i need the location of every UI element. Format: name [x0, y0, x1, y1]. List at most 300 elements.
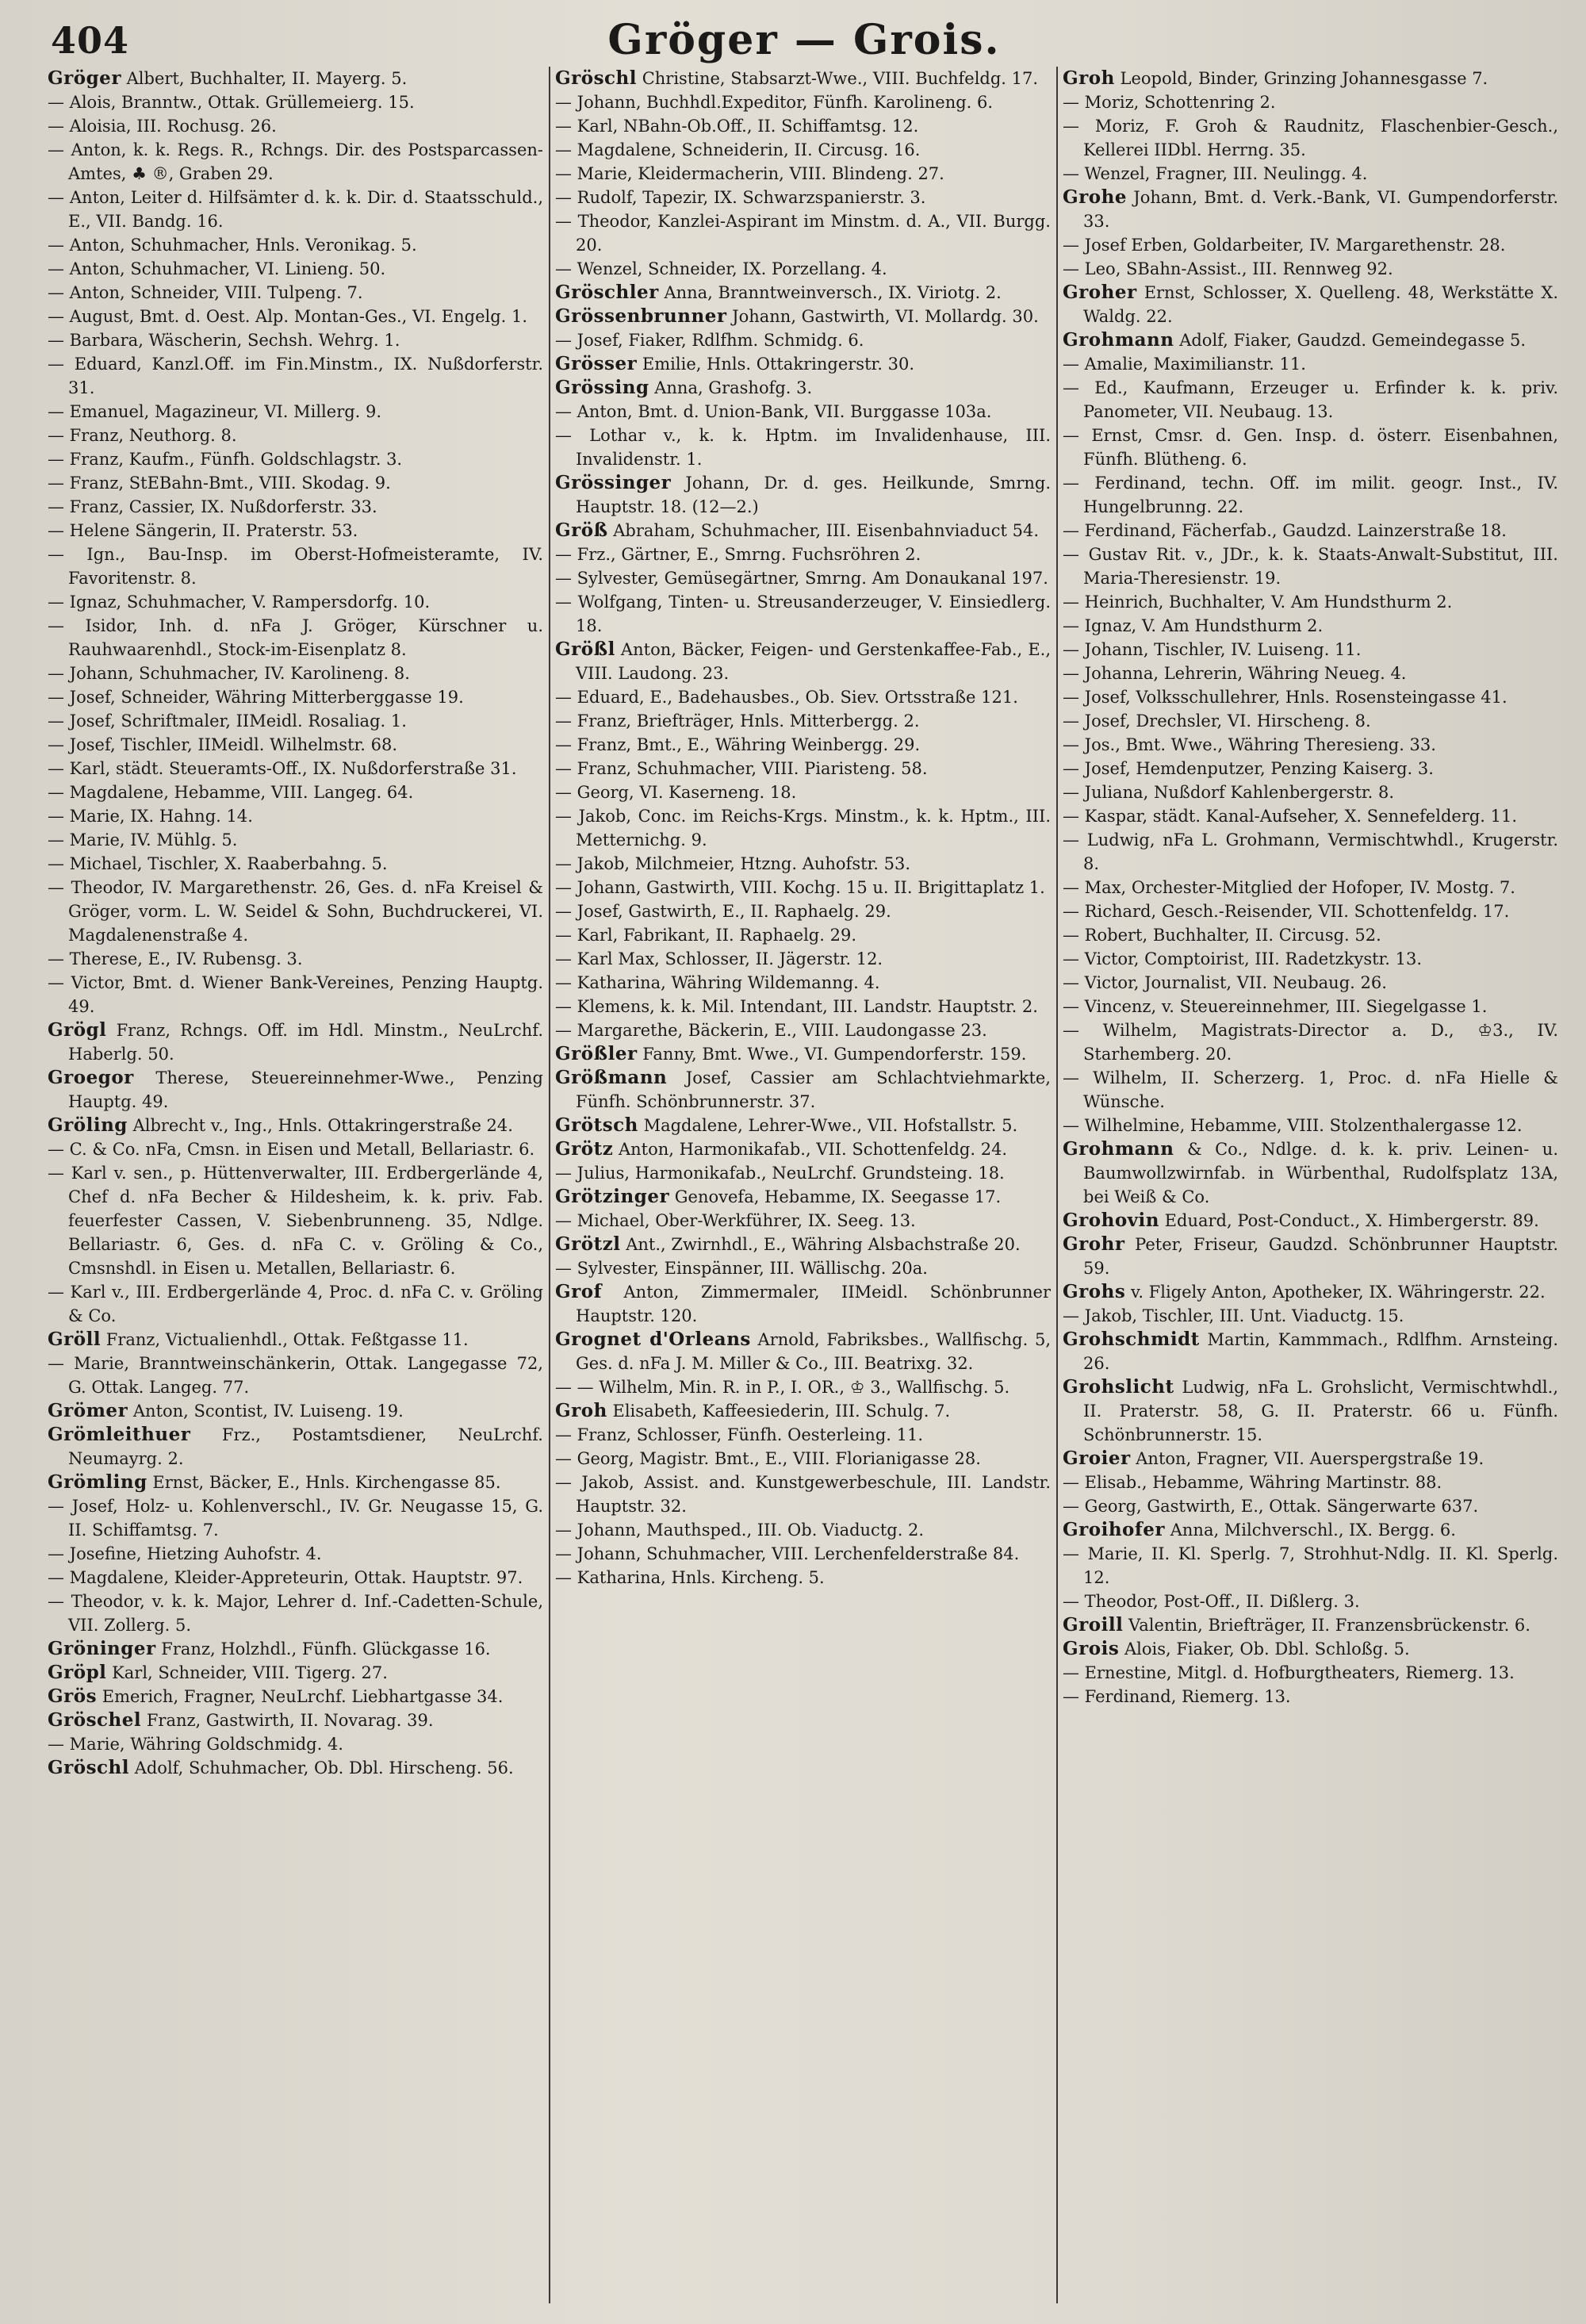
column-2 — [555, 67, 1051, 2303]
directory-entry — [1063, 1447, 1558, 1471]
entry-text: Anton, Fragner, VII. Auerspergstraße 19. — [1130, 1449, 1484, 1468]
directory-entry — [555, 899, 1051, 923]
entry-text: — Therese, E., IV. Rubensg. 3. — [48, 949, 303, 968]
directory-entry — [1063, 424, 1558, 471]
entry-text: — Max, Orchester-Mitglied der Hofoper, IV. Mostg. 7. — [1063, 878, 1515, 897]
entry-text: — Franz, Neuthorg. 8. — [48, 426, 237, 445]
directory-entry — [555, 780, 1051, 804]
page-header — [51, 13, 1557, 63]
entry-text: — Josefine, Hietzing Auhofstr. 4. — [48, 1544, 322, 1563]
entry-text: — Josef, Schriftmaler, IIMeidl. Rosaliag. 1. — [48, 711, 407, 731]
entry-text: — Wilhelm, II. Scherzerg. 1, Proc. d. nFa Hielle & Wünsche. — [1063, 1068, 1558, 1111]
entry-text: Johann, Bmt. d. Verk.-Bank, VI. Gumpendorferstr. 33. — [1083, 188, 1558, 231]
entry-text: Emerich, Fragner, NeuLrchf. Liebhartgasse 34. — [97, 1687, 504, 1706]
directory-entry — [48, 1423, 543, 1471]
directory-entry — [48, 90, 543, 114]
directory-entry — [555, 400, 1051, 424]
entry-surname: Grötzinger — [555, 1186, 670, 1207]
directory-entry — [48, 138, 543, 186]
directory-entry — [48, 590, 543, 614]
directory-entry — [1063, 1280, 1558, 1304]
entry-surname: Grohmann — [1063, 329, 1174, 351]
directory-entry — [555, 709, 1051, 733]
entry-surname: Grof — [555, 1281, 602, 1302]
entry-text: Johann, Gastwirth, VI. Mollardg. 30. — [726, 307, 1039, 326]
directory-entry — [48, 233, 543, 257]
directory-entry — [1063, 543, 1558, 590]
entry-surname: Größmann — [555, 1067, 668, 1088]
entry-text: Franz, Gastwirth, II. Novarag. 39. — [141, 1711, 434, 1730]
entry-text: — Ferdinand, Riemerg. 13. — [1063, 1687, 1291, 1706]
directory-entry — [1063, 804, 1558, 828]
directory-entry — [1063, 590, 1558, 614]
entry-text: Anna, Grashofg. 3. — [649, 378, 813, 397]
directory-entry — [48, 281, 543, 305]
directory-entry — [555, 281, 1051, 305]
entry-text: — Julius, Harmonikafab., NeuLrchf. Grundsteing. 18. — [555, 1164, 1005, 1183]
entry-surname: Grömleithuer — [48, 1424, 191, 1445]
entry-text: — Theodor, IV. Margarethenstr. 26, Ges. d. nFa Kreisel & Gröger, vorm. L. W. Seidel & Sohn, Buchdruckerei, VI. Magdalenenstraße 4. — [48, 878, 543, 945]
entry-text: Adolf, Schuhmacher, Ob. Dbl. Hirscheng. 56. — [129, 1758, 514, 1778]
entry-text: Anna, Milchverschl., IX. Bergg. 6. — [1165, 1521, 1456, 1540]
entry-surname: Groh — [1063, 67, 1115, 89]
directory-entry — [555, 1375, 1051, 1399]
entry-text: — Michael, Ober-Werkführer, IX. Seeg. 13. — [555, 1211, 916, 1230]
entry-text: — Anton, k. k. Regs. R., Rchngs. Dir. des Postsparcassen-Amtes, ♣ ®, Graben 29. — [48, 140, 543, 183]
entry-surname: Grohschmidt — [1063, 1329, 1200, 1350]
directory-entry — [555, 1114, 1051, 1137]
entry-text: Josef, Cassier am Schlachtviehmarkte, Fünfh. Schönbrunnerstr. 37. — [576, 1068, 1051, 1111]
entry-text: v. Fligely Anton, Apotheker, IX. Währingerstr. 22. — [1125, 1283, 1546, 1302]
directory-entry — [555, 162, 1051, 186]
column-3 — [1063, 67, 1558, 2303]
directory-entry — [1063, 1661, 1558, 1685]
directory-entry — [555, 352, 1051, 376]
entry-surname: Grössinger — [555, 472, 672, 493]
directory-entry — [48, 876, 543, 947]
directory-entry — [48, 67, 543, 90]
entry-text: Franz, Rchngs. Off. im Hdl. Minstm., NeuLrchf. Haberlg. 50. — [68, 1021, 543, 1064]
entry-text: — Anton, Schuhmacher, Hnls. Veronikag. 5. — [48, 236, 417, 255]
entry-surname: Gröpl — [48, 1662, 107, 1683]
entry-text: — Jakob, Assist. and. Kunstgewerbeschule, III. Landstr. Hauptstr. 32. — [555, 1473, 1051, 1516]
entry-text: — Eduard, E., Badehausbes., Ob. Siev. Ortsstraße 121. — [555, 688, 1018, 707]
entry-text: — Juliana, Nußdorf Kahlenbergerstr. 8. — [1063, 783, 1395, 802]
directory-entry — [48, 519, 543, 543]
entry-text: — Ferdinand, Fächerfab., Gaudzd. Lainzerstraße 18. — [1063, 521, 1507, 540]
entry-text: — Johann, Schuhmacher, IV. Karolineng. 8. — [48, 664, 410, 683]
directory-entry — [555, 328, 1051, 352]
running-head: Gröger — Grois. — [607, 16, 1001, 64]
entry-text: Leopold, Binder, Grinzing Johannesgasse 7. — [1114, 69, 1488, 88]
directory-entry — [1063, 376, 1558, 424]
directory-entry — [555, 1542, 1051, 1566]
directory-entry — [555, 804, 1051, 852]
entry-text: — Karl Max, Schlosser, II. Jägerstr. 12. — [555, 949, 883, 968]
directory-entry — [555, 971, 1051, 995]
entry-text: — Josef, Fiaker, Rdlfhm. Schmidg. 6. — [555, 331, 864, 350]
directory-entry — [48, 424, 543, 447]
entry-text: — Josef, Gastwirth, E., II. Raphaelg. 29. — [555, 902, 891, 921]
directory-entry — [48, 1328, 543, 1352]
entry-text: — Robert, Buchhalter, II. Circusg. 52. — [1063, 926, 1381, 945]
directory-entry — [555, 685, 1051, 709]
entry-text: — Karl v. sen., p. Hüttenverwalter, III. Erdbergerlände 4, Chef d. nFa Becher & Hildesheim, k. k. priv. Fab. feuerfester Cassen, V. Siebenbrunneng. 35, Ndlge. Bellariastr. 6, Ges. d. nFa C. v. Gröling & Co., Cmsnshdl. in Eisen u. Metallen, Bellariastr. 6. — [48, 1164, 543, 1278]
entry-text: — Wenzel, Schneider, IX. Porzellang. 4. — [555, 259, 887, 278]
entry-text: — Elisab., Hebamme, Währing Martinstr. 88. — [1063, 1473, 1442, 1492]
entry-text: — Wilhelmine, Hebamme, VIII. Stolzenthalergasse 12. — [1063, 1116, 1523, 1135]
entry-surname: Gröll — [48, 1329, 102, 1350]
entry-text: — Helene Sängerin, II. Praterstr. 53. — [48, 521, 358, 540]
directory-entry — [555, 209, 1051, 257]
entry-text: — Karl, NBahn-Ob.Off., II. Schiffamtsg. 12. — [555, 117, 919, 136]
entry-text: — Marie, IV. Mühlg. 5. — [48, 830, 238, 849]
entry-surname: Grohmann — [1063, 1138, 1174, 1160]
directory-entry — [1063, 1137, 1558, 1209]
entry-text: — Magdalene, Hebamme, VIII. Langeg. 64. — [48, 783, 414, 802]
entry-text: — Anton, Leiter d. Hilfsämter d. k. k. Dir. d. Staatsschuld., E., VII. Bandg. 16. — [48, 188, 543, 231]
entry-text: Ernst, Bäcker, E., Hnls. Kirchengasse 85. — [147, 1473, 501, 1492]
entry-surname: Grögl — [48, 1019, 107, 1041]
directory-entry — [555, 1209, 1051, 1233]
directory-entry — [1063, 162, 1558, 186]
column-1 — [48, 67, 543, 2303]
entry-surname: Gröling — [48, 1114, 128, 1136]
entry-text: — Theodor, Post-Off., II. Dißlerg. 3. — [1063, 1592, 1360, 1611]
entry-text: — Richard, Gesch.-Reisender, VII. Schottenfeldg. 17. — [1063, 902, 1510, 921]
entry-surname: Groh — [555, 1400, 607, 1421]
directory-entry — [555, 471, 1051, 519]
entry-text: — Sylvester, Einspänner, III. Wällischg. 20a. — [555, 1259, 928, 1278]
entry-text: — Ernestine, Mitgl. d. Hofburgtheaters, Riemerg. 13. — [1063, 1663, 1515, 1682]
directory-entry — [48, 685, 543, 709]
entry-text: Karl, Schneider, VIII. Tigerg. 27. — [106, 1663, 388, 1682]
entry-text: — Kaspar, städt. Kanal-Aufseher, X. Sennefelderg. 11. — [1063, 807, 1518, 826]
directory-entry — [1063, 1328, 1558, 1375]
entry-text: Anna, Branntweinversch., IX. Viriotg. 2. — [658, 283, 1002, 302]
entry-text: — Theodor, v. k. k. Major, Lehrer d. Inf.-Cadetten-Schule, VII. Zollerg. 5. — [48, 1592, 543, 1635]
directory-entry — [1063, 233, 1558, 257]
directory-entry — [555, 376, 1051, 400]
directory-entry — [48, 1590, 543, 1637]
directory-entry — [1063, 1685, 1558, 1708]
entry-text: — Vincenz, v. Steuereinnehmer, III. Siegelgasse 1. — [1063, 997, 1488, 1016]
entry-text: Anton, Harmonikafab., VII. Schottenfeldg. 24. — [613, 1140, 1008, 1159]
entry-text: Christine, Stabsarzt-Wwe., VIII. Buchfeldg. 17. — [637, 69, 1039, 88]
directory-entry — [555, 1161, 1051, 1185]
entry-text: Anton, Scontist, IV. Luiseng. 19. — [128, 1402, 404, 1421]
directory-entry — [48, 1352, 543, 1399]
entry-surname: Groihofer — [1063, 1519, 1166, 1540]
entry-text: — Josef, Hemdenputzer, Penzing Kaiserg. 3. — [1063, 759, 1434, 778]
entry-text: — Marie, Branntweinschänkerin, Ottak. Langegasse 72, G. Ottak. Langeg. 77. — [48, 1354, 543, 1397]
entry-text: — Aloisia, III. Rochusg. 26. — [48, 117, 277, 136]
directory-entry — [555, 1399, 1051, 1423]
entry-text: Franz, Victualienhdl., Ottak. Feßtgasse 11. — [101, 1330, 469, 1349]
directory-entry — [1063, 114, 1558, 162]
entry-text: — Theodor, Kanzlei-Aspirant im Minstm. d. A., VII. Burgg. 20. — [555, 212, 1051, 255]
entry-surname: Grösser — [555, 353, 638, 374]
entry-text: — Johanna, Lehrerin, Währing Neueg. 4. — [1063, 664, 1407, 683]
entry-surname: Grötsch — [555, 1114, 638, 1136]
entry-text: — Victor, Journalist, VII. Neubaug. 26. — [1063, 973, 1387, 992]
directory-entry — [48, 543, 543, 590]
entry-text: Ernst, Schlosser, X. Quelleng. 48, Werkstätte X. Waldg. 22. — [1083, 283, 1558, 326]
directory-entry — [48, 495, 543, 519]
entry-text: — Josef, Schneider, Währing Mitterberggasse 19. — [48, 688, 464, 707]
entry-surname: Grohslicht — [1063, 1376, 1174, 1398]
directory-entry — [555, 305, 1051, 328]
entry-text: — Ferdinand, techn. Off. im milit. geogr. Inst., IV. Hungelbrunng. 22. — [1063, 474, 1558, 516]
directory-entry — [555, 947, 1051, 971]
entry-text: Ludwig, nFa L. Grohslicht, Vermischtwhdl., II. Praterstr. 58, G. II. Praterstr. 66 u. Fünfh. Schönbrunnerstr. 15. — [1083, 1378, 1558, 1444]
directory-entry — [1063, 614, 1558, 638]
entry-text: — Barbara, Wäscherin, Sechsh. Wehrg. 1. — [48, 331, 400, 350]
entry-text: — Victor, Bmt. d. Wiener Bank-Vereines, Penzing Hauptg. 49. — [48, 973, 543, 1016]
directory-entry — [1063, 352, 1558, 376]
directory-entry — [1063, 638, 1558, 662]
entry-surname: Groegor — [48, 1067, 134, 1088]
entry-surname: Grötzl — [555, 1233, 621, 1255]
entry-text: Anton, Bäcker, Feigen- und Gerstenkaffee-Fab., E., VIII. Laudong. 23. — [576, 640, 1051, 683]
entry-surname: Grohe — [1063, 186, 1127, 208]
directory-entry — [48, 1066, 543, 1114]
entry-text: — Franz, Briefträger, Hnls. Mitterbergg. 2. — [555, 711, 920, 731]
entry-text: — Franz, Schlosser, Fünfh. Oesterleing. 11. — [555, 1425, 924, 1444]
entry-text: — Marie, Währing Goldschmidg. 4. — [48, 1735, 343, 1754]
entry-text: — Heinrich, Buchhalter, V. Am Hundsthurm 2. — [1063, 593, 1453, 612]
directory-entry — [48, 114, 543, 138]
directory-entry — [1063, 1375, 1558, 1447]
directory-entry — [1063, 1637, 1558, 1661]
entry-text: Abraham, Schuhmacher, III. Eisenbahnviaduct 54. — [607, 521, 1040, 540]
entry-surname: Gröninger — [48, 1638, 156, 1659]
entry-text: — Karl, Fabrikant, II. Raphaelg. 29. — [555, 926, 856, 945]
directory-entry — [1063, 328, 1558, 352]
directory-entry — [1063, 471, 1558, 519]
directory-entry — [48, 852, 543, 876]
entry-text: — — Wilhelm, Min. R. in P., I. OR., ♔ 3., Wallfischg. 5. — [555, 1378, 1010, 1397]
entry-text: Adolf, Fiaker, Gaudzd. Gemeindegasse 5. — [1174, 331, 1527, 350]
entry-surname: Grössenbrunner — [555, 305, 727, 327]
directory-entry — [1063, 1066, 1558, 1114]
directory-entry — [48, 947, 543, 971]
entry-text: Eduard, Post-Conduct., X. Himbergerstr. 89. — [1159, 1211, 1539, 1230]
directory-entry — [555, 1256, 1051, 1280]
column-divider — [1056, 67, 1058, 2303]
entry-text: — Anton, Schuhmacher, VI. Linieng. 50. — [48, 259, 386, 278]
directory-entry — [48, 780, 543, 804]
entry-text: — Ernst, Cmsr. d. Gen. Insp. d. österr. Eisenbahnen, Fünfh. Blütheng. 6. — [1063, 426, 1558, 469]
directory-entry — [48, 828, 543, 852]
directory-entry — [555, 852, 1051, 876]
directory-entry — [48, 328, 543, 352]
entry-text: — Moriz, F. Groh & Raudnitz, Flaschenbier-Gesch., Kellerei IIDbl. Herrng. 35. — [1063, 117, 1558, 159]
directory-entry — [48, 614, 543, 662]
entry-text: Peter, Friseur, Gaudzd. Schönbrunner Hauptstr. 59. — [1083, 1235, 1558, 1278]
directory-entry — [48, 1114, 543, 1137]
entry-surname: Grötz — [555, 1138, 614, 1160]
directory-entry — [555, 638, 1051, 685]
entry-text: Frz., Postamtsdiener, NeuLrchf. Neumayrg. 2. — [68, 1425, 543, 1468]
entry-text: — Georg, VI. Kaserneng. 18. — [555, 783, 797, 802]
directory-entry — [555, 519, 1051, 543]
directory-entry — [1063, 899, 1558, 923]
entry-surname: Größl — [555, 639, 615, 660]
entry-surname: Groill — [1063, 1614, 1124, 1636]
entry-text: — Lothar v., k. k. Hptm. im Invalidenhause, III. Invalidenstr. 1. — [555, 426, 1051, 469]
directory-entry — [48, 447, 543, 471]
directory-entry — [555, 1423, 1051, 1447]
entry-text: — Ign., Bau-Insp. im Oberst-Hofmeisteramte, IV. Favoritenstr. 8. — [48, 545, 543, 588]
entry-text: — Magdalene, Schneiderin, II. Circusg. 16. — [555, 140, 921, 159]
entry-text: — Margarethe, Bäckerin, E., VIII. Laudongasse 23. — [555, 1021, 987, 1040]
directory-entry — [48, 1494, 543, 1542]
entry-surname: Grohr — [1063, 1233, 1125, 1255]
entry-text: — Ed., Kaufmann, Erzeuger u. Erfinder k. k. priv. Panometer, VII. Neubaug. 13. — [1063, 378, 1558, 421]
directory-entry — [1063, 828, 1558, 876]
directory-entry — [48, 1566, 543, 1590]
directory-entry — [1063, 757, 1558, 780]
entry-surname: Gröschl — [555, 67, 638, 89]
entry-text: — Jakob, Milchmeier, Htzng. Auhofstr. 53. — [555, 854, 911, 873]
directory-entry — [555, 67, 1051, 90]
entry-text: — Marie, IX. Hahng. 14. — [48, 807, 253, 826]
entry-text: — Frz., Gärtner, E., Smrng. Fuchsröhren 2. — [555, 545, 921, 564]
directory-entry — [1063, 995, 1558, 1018]
entry-text: — Jakob, Conc. im Reichs-Krgs. Minstm., k. k. Hptm., III. Metternichg. 9. — [555, 807, 1051, 849]
directory-entry — [555, 424, 1051, 471]
entry-text: — Franz, Kaufm., Fünfh. Goldschlagstr. 3. — [48, 450, 403, 469]
entry-surname: Grös — [48, 1685, 98, 1707]
entry-text: Elisabeth, Kaffeesiederin, III. Schulg. 7. — [607, 1402, 951, 1421]
entry-surname: Grömer — [48, 1400, 128, 1421]
directory-entry — [1063, 780, 1558, 804]
directory-entry — [1063, 971, 1558, 995]
directory-entry — [555, 876, 1051, 899]
entry-text: — Ignaz, Schuhmacher, V. Rampersdorfg. 10. — [48, 593, 431, 612]
entry-text: — Josef, Holz- u. Kohlenverschl., IV. Gr. Neugasse 15, G. II. Schiffamtsg. 7. — [48, 1497, 543, 1540]
entry-text: — Franz, Schuhmacher, VIII. Piaristeng. 58. — [555, 759, 928, 778]
entry-text: — Josef, Tischler, IIMeidl. Wilhelmstr. 68. — [48, 735, 397, 754]
directory-entry — [48, 1018, 543, 1066]
entry-text: Fanny, Bmt. Wwe., VI. Gumpendorferstr. 159. — [637, 1045, 1027, 1064]
entry-surname: Gröschel — [48, 1709, 142, 1731]
entry-text: — Sylvester, Gemüsegärtner, Smrng. Am Donaukanal 197. — [555, 569, 1048, 588]
directory-entry — [1063, 90, 1558, 114]
directory-entry — [1063, 947, 1558, 971]
directory-entry — [1063, 257, 1558, 281]
entry-text: — Karl, städt. Steueramts-Off., IX. Nußdorferstraße 31. — [48, 759, 517, 778]
entry-text: Albert, Buchhalter, II. Mayerg. 5. — [121, 69, 408, 88]
directory-entry — [48, 1471, 543, 1494]
directory-entry — [555, 590, 1051, 638]
page-number: 404 — [51, 19, 130, 62]
entry-surname: Gröschl — [48, 1757, 130, 1778]
entry-text: — Marie, II. Kl. Sperlg. 7, Strohhut-Ndlg. II. Kl. Sperlg. 12. — [1063, 1544, 1558, 1587]
directory-entry — [555, 543, 1051, 566]
entry-text: — Katharina, Hnls. Kircheng. 5. — [555, 1568, 825, 1587]
directory-entry — [555, 114, 1051, 138]
entry-text: — Josef, Drechsler, VI. Hirscheng. 8. — [1063, 711, 1371, 731]
directory-entry — [555, 1518, 1051, 1542]
entry-text: — Michael, Tischler, X. Raaberbahng. 5. — [48, 854, 388, 873]
entry-text: Ant., Zwirnhdl., E., Währing Alsbachstraße 20. — [620, 1235, 1021, 1254]
directory-entry — [555, 923, 1051, 947]
directory-entry — [1063, 1209, 1558, 1233]
entry-text: Genovefa, Hebamme, IX. Seegasse 17. — [669, 1187, 1002, 1206]
entry-text: Magdalene, Lehrer-Wwe., VII. Hofstallstr. 5. — [638, 1116, 1018, 1135]
directory-entry — [48, 186, 543, 233]
directory-entry — [555, 138, 1051, 162]
directory-entry — [1063, 1494, 1558, 1518]
directory-entry — [555, 1185, 1051, 1209]
entry-text: — Franz, Bmt., E., Währing Weinbergg. 29. — [555, 735, 921, 754]
directory-entry — [48, 1708, 543, 1732]
entry-text: — Josef Erben, Goldarbeiter, IV. Margarethenstr. 28. — [1063, 236, 1506, 255]
entry-text: — Emanuel, Magazineur, VI. Millerg. 9. — [48, 402, 382, 421]
entry-text: — Johann, Schuhmacher, VIII. Lerchenfelderstraße 84. — [555, 1544, 1020, 1563]
entry-text: — Anton, Bmt. d. Union-Bank, VII. Burggasse 103a. — [555, 402, 992, 421]
directory-entry — [48, 1280, 543, 1328]
directory-entry — [1063, 709, 1558, 733]
directory-entry — [555, 566, 1051, 590]
directory-entry — [48, 662, 543, 685]
entry-surname: Groher — [1063, 282, 1137, 303]
directory-entry — [1063, 1304, 1558, 1328]
entry-text: Johann, Dr. d. ges. Heilkunde, Smrng. Hauptstr. 18. (12—2.) — [576, 474, 1051, 516]
entry-text: — Josef, Volksschullehrer, Hnls. Rosensteingasse 41. — [1063, 688, 1507, 707]
directory-entry — [1063, 1471, 1558, 1494]
directory-entry — [1063, 186, 1558, 233]
directory-entry — [48, 1756, 543, 1780]
entry-text: — Georg, Magistr. Bmt., E., VIII. Florianigasse 28. — [555, 1449, 981, 1468]
entry-text: — August, Bmt. d. Oest. Alp. Montan-Ges., VI. Engelg. 1. — [48, 307, 528, 326]
directory-entry — [48, 1161, 543, 1280]
directory-entry — [48, 757, 543, 780]
directory-entry — [48, 971, 543, 1018]
directory-entry — [555, 1137, 1051, 1161]
directory-entry — [48, 1637, 543, 1661]
directory-entry — [555, 995, 1051, 1018]
directory-entry — [555, 757, 1051, 780]
directory-entry — [48, 352, 543, 400]
directory-entry — [48, 1542, 543, 1566]
entry-text: Alois, Fiaker, Ob. Dbl. Schloßg. 5. — [1119, 1639, 1410, 1659]
entry-surname: Grössing — [555, 377, 649, 398]
directory-entry — [555, 1018, 1051, 1042]
directory-entry — [1063, 662, 1558, 685]
entry-text: — Johann, Buchhdl.Expeditor, Fünfh. Karolineng. 6. — [555, 93, 994, 112]
entry-text: — Moriz, Schottenring 2. — [1063, 93, 1276, 112]
entry-text: — Magdalene, Kleider-Appreteurin, Ottak. Hauptstr. 97. — [48, 1568, 523, 1587]
entry-text: — Franz, StEBahn-Bmt., VIII. Skodag. 9. — [48, 474, 391, 493]
entry-text: — Marie, Kleidermacherin, VIII. Blindeng. 27. — [555, 164, 944, 183]
directory-entry — [1063, 1542, 1558, 1590]
directory-entry — [1063, 876, 1558, 899]
entry-text: Valentin, Briefträger, II. Franzensbrückenstr. 6. — [1123, 1616, 1530, 1635]
directory-entry — [1063, 1590, 1558, 1613]
directory-entry — [555, 1233, 1051, 1256]
entry-text: — Gustav Rit. v., JDr., k. k. Staats-Anwalt-Substitut, III. Maria-Theresienstr. 19. — [1063, 545, 1558, 588]
entry-text: — Johann, Gastwirth, VIII. Kochg. 15 u. II. Brigittaplatz 1. — [555, 878, 1045, 897]
directory-entry — [1063, 1018, 1558, 1066]
entry-text: — Alois, Branntw., Ottak. Grüllemeierg. 15. — [48, 93, 415, 112]
entry-text: — Klemens, k. k. Mil. Intendant, III. Landstr. Hauptstr. 2. — [555, 997, 1038, 1016]
entry-text: — Ludwig, nFa L. Grohmann, Vermischtwhdl., Krugerstr. 8. — [1063, 830, 1558, 873]
directory-entry — [1063, 1613, 1558, 1637]
directory-entry — [555, 1328, 1051, 1375]
